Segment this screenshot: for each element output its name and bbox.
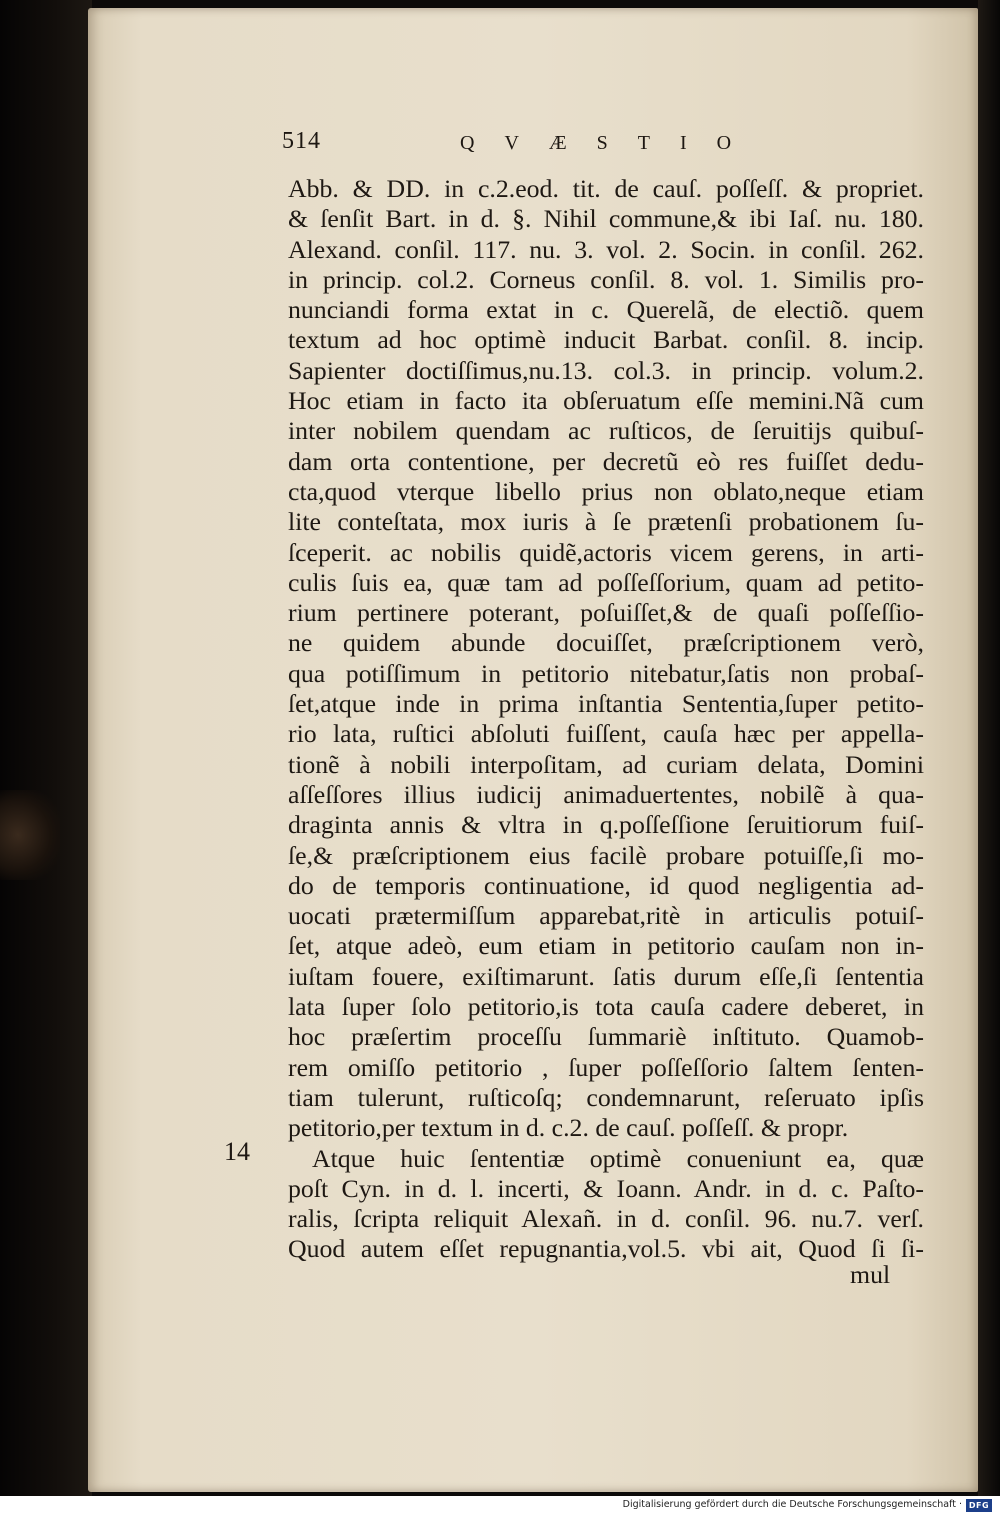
text-line: do de temporis continuatione, id quod negligentia ad- <box>288 870 924 900</box>
text-line: dam orta contentione, per decretũ eò res fuiſſet dedu- <box>288 446 924 476</box>
book-left-edge <box>0 0 92 1496</box>
text-line: rio lata, ruſtici abſoluti fuiſſent, cauſa hæc per appella- <box>288 719 924 749</box>
running-head-title: QVÆSTIO <box>460 132 762 154</box>
text-line: rem omiſſo petitorio , ſuper poſſeſſorio ſaltem ſenten- <box>288 1052 924 1082</box>
text-line: Hoc etiam in facto ita obſeruatum eſſe memini.Nã cum <box>288 386 924 416</box>
text-line: tiam tulerunt, ruſticoſq; condemnarunt, reſeruato ipſis <box>288 1082 924 1112</box>
text-line: rium pertinere poterant, poſuiſſet,& de quaſi poſſeſſio- <box>288 598 924 628</box>
body-text <box>288 174 924 1265</box>
text-line: textum ad hoc optimè inducit Barbat. conſil. 8. incip. <box>288 325 924 355</box>
text-line: poſt Cyn. in d. l. incerti, & Ioann. Andr. in d. c. Paſto- <box>288 1173 924 1203</box>
text-line: Quod autem eſſet repugnantia,vol.5. vbi ait, Quod ſi ſi- <box>288 1234 924 1264</box>
text-line: aſſeſſores illius iudicij animaduertentes, nobilẽ à qua- <box>288 779 924 809</box>
page-number: 514 <box>282 128 321 154</box>
text-line: cta,quod vterque libello prius non oblato,neque etiam <box>288 476 924 506</box>
text-line: culis ſuis ea, quæ tam ad poſſeſſorium, quam ad petito- <box>288 567 924 597</box>
text-line: inter nobilem quendam ac ruſticos, de ſeruitijs quibuſ- <box>288 416 924 446</box>
text-line: ſet,atque inde in prima inſtantia Sententia,ſuper petito- <box>288 689 924 719</box>
text-line: draginta annis & vltra in q.poſſeſſione ſeruitiorum fuiſ- <box>288 810 924 840</box>
text-line: Sapienter doctiſſimus,nu.13. col.3. in princip. volum.2. <box>288 355 924 385</box>
text-line: ſet, atque adeò, eum etiam in petitorio cauſam non in- <box>288 931 924 961</box>
text-line: petitorio,per textum in d. c.2. de cauſ. poſſeſſ. & propr. <box>288 1113 849 1143</box>
text-line: ralis, ſcripta reliquit Alexañ. in d. conſil. 96. nu.7. verſ. <box>288 1204 924 1234</box>
book-right-edge <box>978 0 1000 1496</box>
footer-credit: Digitalisierung gefördert durch die Deutsche Forschungsgemeinschaft · <box>622 1499 962 1510</box>
text-line: uocati prætermiſſum apparebat,ritè in articulis potuiſ- <box>288 901 924 931</box>
text-line: lite conteſtata, mox iuris à ſe prætenſi probationem ſu- <box>288 507 924 537</box>
text-line: tionẽ à nobili interpoſitam, ad curiam delata, Domini <box>288 749 924 779</box>
dfg-logo: DFG <box>966 1499 992 1512</box>
text-line: nunciandi forma extat in c. Querelã, de electiõ. quem <box>288 295 924 325</box>
text-line: in princip. col.2. Corneus conſil. 8. vol. 1. Similis pro- <box>288 264 924 294</box>
text-line: ſe,& præſcriptionem eius facilè probare potuiſſe,ſi mo- <box>288 840 924 870</box>
text-line: ſceperit. ac nobilis quidẽ,actoris vicem gerens, in arti- <box>288 537 924 567</box>
text-line: Alexand. conſil. 117. nu. 3. vol. 2. Socin. in conſil. 262. <box>288 234 924 264</box>
running-head <box>282 128 922 162</box>
text-line: qua potiſſimum in petitorio nitebatur,ſatis non probaſ- <box>288 658 924 688</box>
text-line: iuſtam fouere, exiſtimarunt. ſatis durum eſſe,ſi ſententia <box>288 961 924 991</box>
catchword: mul <box>850 1260 891 1289</box>
text-line: lata ſuper ſolo petitorio,is tota cauſa cadere deberet, in <box>288 992 924 1022</box>
text-line: Atque huic ſententiæ optimè conueniunt ea, quæ <box>312 1143 924 1173</box>
text-line: & ſenſit Bart. in d. §. Nihil commune,& ibi Iaſ. nu. 180. <box>288 204 924 234</box>
footer-bar <box>0 1496 1000 1516</box>
margin-note-number: 14 <box>224 1137 250 1166</box>
page-stain <box>0 790 60 880</box>
text-line: ne quidem abunde docuiſſet, præſcriptionem verò, <box>288 628 924 658</box>
text-line: Abb. & DD. in c.2.eod. tit. de cauſ. poſſeſſ. & propriet. <box>288 174 924 203</box>
text-line: hoc præſertim proceſſu ſummariè inſtituto. Quamob- <box>288 1022 924 1052</box>
